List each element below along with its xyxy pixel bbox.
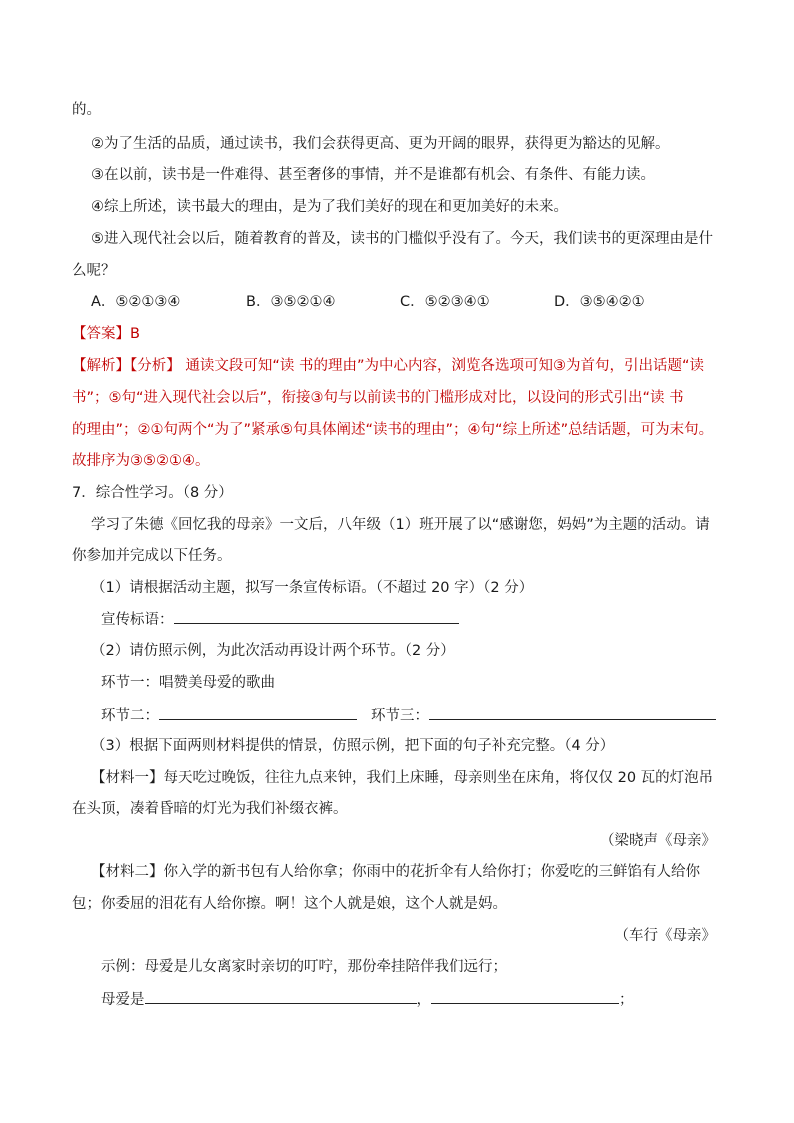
q6-option-b: B．③⑤②①④ <box>246 294 336 310</box>
segment-3-blank[interactable] <box>429 705 716 720</box>
q6-sentence-5-line2: 么呢？ <box>72 263 116 279</box>
q6-line-tail: 的。 <box>72 102 101 118</box>
q6-sentence-3: ③在以前，读书是一件难得、甚至奢侈的事情，并不是谁都有机会、有条件、有能力读。 <box>91 167 655 183</box>
segment-3-label: 环节三： <box>371 708 429 724</box>
material-1-line2: 在头顶，凑着昏暗的灯光为我们补缀衣裤。 <box>72 801 348 817</box>
segment-2-label: 环节二： <box>101 708 159 724</box>
segment-3-row <box>371 705 716 726</box>
material-2-line2: 包；你委屈的泪花有人给你擦。啊！这个人就是娘，这个人就是妈。 <box>72 896 507 912</box>
slogan-answer-blank[interactable] <box>174 609 459 624</box>
material-2-source: （车行《母亲》 <box>614 928 716 944</box>
q7-title: 7．综合性学习。（8 分） <box>72 485 233 501</box>
fill-blank-1[interactable] <box>145 989 417 1004</box>
q6-analysis-line1: 【解析】【分析】 通读文段可知“读 书的理由”为中心内容，浏览各选项可知③为首句，引出话题“读 <box>72 358 704 374</box>
fill-comma: ， <box>416 992 431 1008</box>
fill-blank-2[interactable] <box>431 989 619 1004</box>
q6-option-a: A．⑤②①③④ <box>91 294 181 310</box>
q7-intro-line1: 学习了朱德《回忆我的母亲》一文后，八年级（1）班开展了以“感谢您，妈妈”为主题的活动。请 <box>91 517 710 533</box>
material-1-line1: 【材料一】每天吃过晚饭，往往九点来钟，我们上床睡，母亲则坐在床角，将仅仅 20 瓦的灯泡吊 <box>91 770 714 786</box>
slogan-row <box>101 609 459 630</box>
q6-sentence-2: ②为了生活的品质，通过读书，我们会获得更高、更为开阔的眼界，获得更为豁达的见解。 <box>91 136 670 152</box>
q6-answer: 【答案】B <box>72 326 140 342</box>
q6-sentence-4: ④综上所述，读书最大的理由，是为了我们美好的现在和更加美好的未来。 <box>91 199 568 215</box>
q6-analysis-line3: 的理由”；②①句两个“为了”紧承⑤句具体阐述“读书的理由”；④句“综上所述”总结话题，可为末句。 <box>72 422 714 438</box>
segment-2-row <box>101 705 357 726</box>
q6-analysis-line2: 书”；⑤句“进入现代社会以后”，衔接③句与以前读书的门槛形成对比，以设问的形式引出“读 书 <box>72 390 684 406</box>
q6-analysis-line4: 故排序为③⑤②①④。 <box>72 453 210 469</box>
fill-prefix: 母爱是 <box>101 992 145 1008</box>
segment-2-blank[interactable] <box>159 705 357 720</box>
slogan-label: 宣传标语： <box>101 612 174 628</box>
fill-row <box>101 989 634 1010</box>
material-2-line1: 【材料二】你入学的新书包有人给你拿；你雨中的花折伞有人给你打；你爱吃的三鲜馅有人给你 <box>91 864 700 880</box>
q6-option-c: C．⑤②③④① <box>400 294 490 310</box>
q7-intro-line2: 你参加并完成以下任务。 <box>72 548 232 564</box>
segment-1: 环节一：唱赞美母爱的歌曲 <box>101 675 275 691</box>
q6-sentence-5-line1: ⑤进入现代社会以后，随着教育的普及，读书的门槛似乎没有了。今天，我们读书的更深理由是什 <box>91 231 713 247</box>
example-sentence: 示例：母爱是儿女离家时亲切的叮咛，那份牵挂陪伴我们远行； <box>101 959 507 975</box>
fill-semicolon: ； <box>619 992 634 1008</box>
q7-task-2: （2）请仿照示例，为此次活动再设计两个环节。（2 分） <box>91 643 455 659</box>
q7-task-1: （1）请根据活动主题，拟写一条宣传标语。（不超过 20 字）（2 分） <box>91 580 534 596</box>
material-1-source: （梁晓声《母亲》 <box>600 833 716 849</box>
q6-option-d: D．③⑤④②① <box>554 294 645 310</box>
q7-task-3: （3）根据下面两则材料提供的情景，仿照示例，把下面的句子补充完整。（4 分） <box>91 738 615 754</box>
